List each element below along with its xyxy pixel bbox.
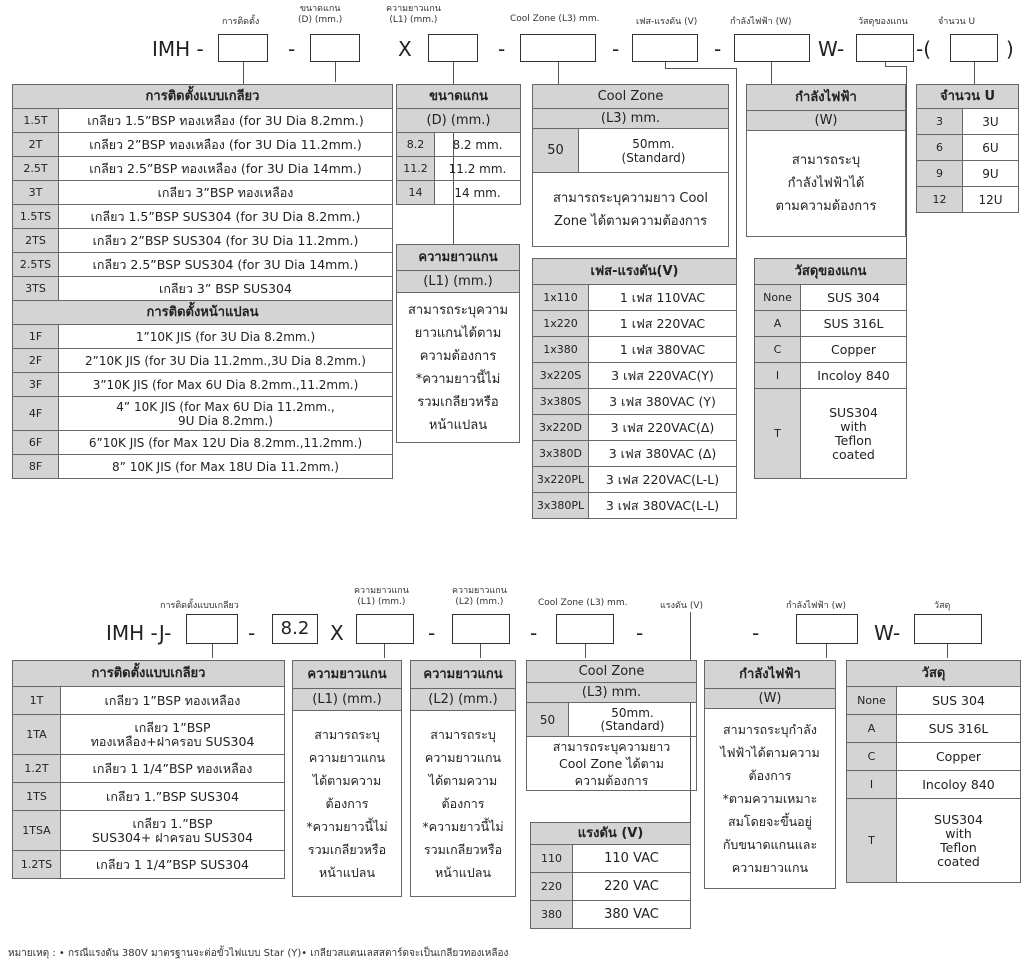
code-prefix: IMH - bbox=[152, 37, 204, 61]
connector-line bbox=[558, 62, 559, 84]
table-row bbox=[13, 157, 393, 181]
top-coolzone-table bbox=[532, 84, 729, 247]
row-code: A bbox=[755, 311, 801, 337]
table-row bbox=[13, 755, 285, 783]
row-description: SUS304 with Teflon coated bbox=[801, 389, 907, 479]
coolzone-code: 50 bbox=[533, 129, 579, 173]
label-coolzone: Cool Zone (L3) mm. bbox=[510, 14, 600, 24]
label-install: การติดตั้ง bbox=[222, 17, 260, 27]
table-subtitle: (L2) (mm.) bbox=[411, 689, 516, 711]
table-title: Cool Zone bbox=[527, 661, 697, 683]
voltage-code-box bbox=[632, 34, 698, 62]
table-subtitle: (W) bbox=[705, 689, 836, 709]
table-row bbox=[533, 467, 737, 493]
code-prefix: IMH -J- bbox=[106, 621, 172, 645]
table-title: กำลังไฟฟ้า bbox=[747, 85, 906, 111]
table-title: การติดตั้งแบบเกลียว bbox=[13, 661, 285, 687]
label-power: กำลังไฟฟ้า (w) bbox=[786, 601, 846, 611]
coolzone-code-box bbox=[556, 614, 614, 644]
table-row bbox=[533, 415, 737, 441]
table-title: การติดตั้งหน้าแปลน bbox=[13, 301, 393, 325]
length-l1-description: สามารถระบุ ความยาวแกน ได้ตามความ ต้องการ *ความยาวนี้ไม่ รวมเกลียวหรือ หน้าแปลน bbox=[293, 711, 402, 897]
row-description: 11.2 mm. bbox=[435, 157, 521, 181]
label-length: ความยาวแกน (L1) (mm.) bbox=[386, 4, 441, 25]
table-row bbox=[533, 389, 737, 415]
bottom-install-table bbox=[12, 660, 285, 879]
row-code: 2T bbox=[13, 133, 59, 157]
code-w: W- bbox=[818, 37, 845, 61]
table-title: วัสดุ bbox=[847, 661, 1021, 687]
row-description: 1”10K JIS (for 3U Dia 8.2mm.) bbox=[59, 325, 393, 349]
row-code: 1.5TS bbox=[13, 205, 59, 229]
row-description: Copper bbox=[897, 743, 1021, 771]
row-code: 3F bbox=[13, 373, 59, 397]
row-description: SUS 316L bbox=[801, 311, 907, 337]
table-row bbox=[533, 337, 737, 363]
table-row bbox=[13, 109, 393, 133]
bottom-power-table bbox=[704, 660, 836, 889]
table-row bbox=[13, 133, 393, 157]
row-code: C bbox=[847, 743, 897, 771]
row-code: 1x380 bbox=[533, 337, 589, 363]
coolzone-code-box bbox=[520, 34, 596, 62]
table-title: กำลังไฟฟ้า bbox=[705, 661, 836, 689]
table-row bbox=[917, 187, 1019, 213]
code-dash: - bbox=[530, 621, 538, 645]
table-row bbox=[755, 363, 907, 389]
row-code: 14 bbox=[397, 181, 435, 205]
table-row bbox=[533, 285, 737, 311]
table-row bbox=[13, 325, 393, 349]
table-row bbox=[755, 337, 907, 363]
connector-line bbox=[335, 62, 336, 82]
code-x: X bbox=[398, 37, 412, 61]
table-subtitle: (L3) mm. bbox=[527, 683, 697, 703]
table-row bbox=[533, 311, 737, 337]
row-description: เกลียว 3” BSP SUS304 bbox=[59, 277, 393, 301]
row-code: 12 bbox=[917, 187, 963, 213]
table-row bbox=[533, 441, 737, 467]
top-material-table bbox=[754, 258, 907, 479]
row-code: 6F bbox=[13, 431, 59, 455]
code-dash: - bbox=[612, 37, 620, 61]
power-code-box bbox=[796, 614, 858, 644]
code-x: X bbox=[330, 621, 344, 645]
row-description: 2”10K JIS (for 3U Dia 11.2mm.,3U Dia 8.2mm.) bbox=[59, 349, 393, 373]
table-row bbox=[847, 743, 1021, 771]
top-length-table bbox=[396, 244, 520, 443]
row-description: 6”10K JIS (for Max 12U Dia 8.2mm.,11.2mm.) bbox=[59, 431, 393, 455]
connector-line bbox=[665, 68, 737, 69]
row-code: 110 bbox=[531, 845, 573, 873]
install-code-box bbox=[186, 614, 238, 644]
top-power-table bbox=[746, 84, 906, 237]
table-title: เฟส-แรงดัน(V) bbox=[533, 259, 737, 285]
coolzone-standard: 50mm. (Standard) bbox=[579, 129, 729, 173]
row-code: None bbox=[755, 285, 801, 311]
row-description: 1 เฟส 110VAC bbox=[589, 285, 737, 311]
table-row bbox=[13, 811, 285, 851]
table-row bbox=[13, 205, 393, 229]
table-row bbox=[531, 901, 691, 929]
table-row bbox=[13, 783, 285, 811]
row-code: 3x380S bbox=[533, 389, 589, 415]
table-title: ความยาวแกน bbox=[293, 661, 402, 689]
row-description: 6U bbox=[963, 135, 1019, 161]
row-code: 380 bbox=[531, 901, 573, 929]
row-description: 8.2 mm. bbox=[435, 133, 521, 157]
table-subtitle: (L1) (mm.) bbox=[397, 271, 520, 293]
row-description: Incoloy 840 bbox=[801, 363, 907, 389]
row-code: 8.2 bbox=[397, 133, 435, 157]
row-description: 3 เฟส 380VAC (Y) bbox=[589, 389, 737, 415]
row-code: 8F bbox=[13, 455, 59, 479]
row-code: 1x220 bbox=[533, 311, 589, 337]
table-row bbox=[755, 285, 907, 311]
coolzone-description: สามารถระบุความยาว Cool Zone ได้ตามความต้องการ bbox=[533, 173, 729, 247]
install-code-box bbox=[218, 34, 268, 62]
table-row bbox=[847, 687, 1021, 715]
top-quantity-table bbox=[916, 84, 1019, 213]
row-description: เกลียว 1.5”BSP ทองเหลือง (for 3U Dia 8.2mm.) bbox=[59, 109, 393, 133]
row-code: 1.2T bbox=[13, 755, 61, 783]
table-row bbox=[13, 253, 393, 277]
row-code: 3x220D bbox=[533, 415, 589, 441]
bottom-material-table bbox=[846, 660, 1021, 883]
row-description: 110 VAC bbox=[573, 845, 691, 873]
row-code: 1x110 bbox=[533, 285, 589, 311]
row-code: 1TS bbox=[13, 783, 61, 811]
row-code: 3 bbox=[917, 109, 963, 135]
label-diameter: ขนาดแกน (D) (mm.) bbox=[298, 4, 343, 25]
row-description: เกลียว 2”BSP ทองเหลือง (for 3U Dia 11.2mm.) bbox=[59, 133, 393, 157]
length-l1-code-box bbox=[356, 614, 414, 644]
row-description: SUS 304 bbox=[897, 687, 1021, 715]
connector-line bbox=[480, 644, 481, 658]
power-description: สามารถระบุกำลัง ไฟฟ้าได้ตามความ ต้องการ *ตามความเหมาะ สมโดยจะขึ้นอยู่ กับขนาดแกนและ ความยาวแกน bbox=[705, 709, 836, 889]
table-row bbox=[531, 845, 691, 873]
row-code: 3x380PL bbox=[533, 493, 589, 519]
table-row bbox=[13, 431, 393, 455]
table-title: จำนวน U bbox=[917, 85, 1019, 109]
table-row bbox=[397, 157, 521, 181]
power-code-box bbox=[734, 34, 810, 62]
code-dash: - bbox=[428, 621, 436, 645]
connector-line bbox=[974, 62, 975, 84]
code-w: W- bbox=[874, 621, 901, 645]
material-code-box bbox=[856, 34, 914, 62]
row-description: เกลียว 1”BSP ทองเหลือง+ฝาครอบ SUS304 bbox=[61, 715, 285, 755]
connector-line bbox=[212, 644, 213, 658]
row-description: 3U bbox=[963, 109, 1019, 135]
row-code: I bbox=[847, 771, 897, 799]
row-description: 3 เฟส 220VAC(Δ) bbox=[589, 415, 737, 441]
row-code: 2F bbox=[13, 349, 59, 373]
table-row bbox=[397, 133, 521, 157]
power-description: สามารถระบุ กำลังไฟฟ้าได้ ตามความต้องการ bbox=[747, 131, 906, 237]
bottom-length-l1-table bbox=[292, 660, 402, 897]
connector-line bbox=[826, 644, 827, 658]
table-row bbox=[533, 493, 737, 519]
table-row bbox=[13, 715, 285, 755]
row-description: เกลียว 1 1/4”BSP ทองเหลือง bbox=[61, 755, 285, 783]
label-install: การติดตั้งแบบเกลียว bbox=[160, 601, 239, 611]
row-code: A bbox=[847, 715, 897, 743]
row-description: 3 เฟส 220VAC(Y) bbox=[589, 363, 737, 389]
code-dash: - bbox=[248, 621, 256, 645]
table-title: แรงดัน (V) bbox=[531, 823, 691, 845]
label-material: วัสดุ bbox=[934, 601, 951, 611]
row-code: T bbox=[847, 799, 897, 883]
quantity-code-box bbox=[950, 34, 998, 62]
length-l2-code-box bbox=[452, 614, 510, 644]
row-code: 9 bbox=[917, 161, 963, 187]
row-code: 1TSA bbox=[13, 811, 61, 851]
row-code: 3TS bbox=[13, 277, 59, 301]
code-dash: - bbox=[498, 37, 506, 61]
row-code: 4F bbox=[13, 397, 59, 431]
row-code: I bbox=[755, 363, 801, 389]
row-description: 3 เฟส 380VAC (Δ) bbox=[589, 441, 737, 467]
row-code: 6 bbox=[917, 135, 963, 161]
row-description: SUS 316L bbox=[897, 715, 1021, 743]
row-description: เกลียว 1”BSP ทองเหลือง bbox=[61, 687, 285, 715]
row-description: เกลียว 2”BSP SUS304 (for 3U Dia 11.2mm.) bbox=[59, 229, 393, 253]
table-row bbox=[847, 799, 1021, 883]
code-paren-close: ) bbox=[1006, 37, 1014, 61]
code-paren-open: -( bbox=[916, 37, 932, 61]
table-row bbox=[531, 873, 691, 901]
row-description: 220 VAC bbox=[573, 873, 691, 901]
row-code: 3x380D bbox=[533, 441, 589, 467]
table-row bbox=[917, 161, 1019, 187]
row-description: 3 เฟส 380VAC(L-L) bbox=[589, 493, 737, 519]
table-row bbox=[847, 715, 1021, 743]
connector-line bbox=[906, 66, 907, 258]
table-title: วัสดุของแกน bbox=[755, 259, 907, 285]
row-description: เกลียว 3”BSP ทองเหลือง bbox=[59, 181, 393, 205]
table-row bbox=[917, 135, 1019, 161]
table-title: Cool Zone bbox=[533, 85, 729, 109]
bottom-length-l2-table bbox=[410, 660, 516, 897]
code-dash: - bbox=[288, 37, 296, 61]
code-dash: - bbox=[714, 37, 722, 61]
top-install-table bbox=[12, 84, 393, 479]
table-row bbox=[755, 311, 907, 337]
row-description: Copper bbox=[801, 337, 907, 363]
diameter-code-box bbox=[310, 34, 360, 62]
row-code: 1T bbox=[13, 687, 61, 715]
row-code: 1.2TS bbox=[13, 851, 61, 879]
connector-line bbox=[243, 62, 244, 84]
top-voltage-table bbox=[532, 258, 737, 519]
row-description: เกลียว 1 1/4”BSP SUS304 bbox=[61, 851, 285, 879]
code-dash: - bbox=[636, 621, 644, 645]
table-subtitle: (D) (mm.) bbox=[397, 109, 521, 133]
bottom-coolzone-table bbox=[526, 660, 697, 791]
label-quantity: จำนวน U bbox=[938, 17, 976, 27]
table-row bbox=[917, 109, 1019, 135]
row-description: เกลียว 2.5”BSP SUS304 (for 3U Dia 14mm.) bbox=[59, 253, 393, 277]
label-length-l2: ความยาวแกน (L2) (mm.) bbox=[452, 586, 507, 607]
connector-line bbox=[585, 644, 586, 658]
connector-line bbox=[947, 644, 948, 658]
table-row bbox=[13, 397, 393, 431]
row-description: 380 VAC bbox=[573, 901, 691, 929]
length-code-box bbox=[428, 34, 478, 62]
row-code: 1F bbox=[13, 325, 59, 349]
connector-line bbox=[771, 62, 772, 84]
material-code-box bbox=[914, 614, 982, 644]
table-subtitle: (L1) (mm.) bbox=[293, 689, 402, 711]
label-voltage: แรงดัน (V) bbox=[660, 601, 704, 611]
coolzone-standard: 50mm. (Standard) bbox=[569, 703, 697, 737]
table-subtitle: (W) bbox=[747, 111, 906, 131]
row-code: 2.5T bbox=[13, 157, 59, 181]
table-title: การติดตั้งแบบเกลียว bbox=[13, 85, 393, 109]
row-code: None bbox=[847, 687, 897, 715]
table-subtitle: (L3) mm. bbox=[533, 109, 729, 129]
row-code: 2TS bbox=[13, 229, 59, 253]
table-row bbox=[13, 687, 285, 715]
connector-line bbox=[736, 68, 737, 258]
row-description: เกลียว 1.”BSP SUS304 bbox=[61, 783, 285, 811]
label-coolzone: Cool Zone (L3) mm. bbox=[538, 598, 628, 608]
table-row bbox=[533, 363, 737, 389]
table-row bbox=[13, 373, 393, 397]
row-description: Incoloy 840 bbox=[897, 771, 1021, 799]
row-code: T bbox=[755, 389, 801, 479]
top-diameter-table bbox=[396, 84, 521, 205]
row-description: 8” 10K JIS (for Max 18U Dia 11.2mm.) bbox=[59, 455, 393, 479]
label-material: วัสดุของแกน bbox=[858, 17, 908, 27]
coolzone-description: สามารถระบุความยาว Cool Zone ได้ตาม ความต้องการ bbox=[527, 737, 697, 791]
row-code: C bbox=[755, 337, 801, 363]
row-code: 2.5TS bbox=[13, 253, 59, 277]
table-row bbox=[847, 771, 1021, 799]
row-description: 1 เฟส 380VAC bbox=[589, 337, 737, 363]
row-code: 1.5T bbox=[13, 109, 59, 133]
code-dash: - bbox=[752, 621, 760, 645]
table-row bbox=[13, 181, 393, 205]
label-power: กำลังไฟฟ้า (W) bbox=[730, 17, 792, 27]
table-row bbox=[13, 349, 393, 373]
row-description: SUS304 with Teflon coated bbox=[897, 799, 1021, 883]
table-title: ความยาวแกน bbox=[411, 661, 516, 689]
row-description: 12U bbox=[963, 187, 1019, 213]
row-code: 11.2 bbox=[397, 157, 435, 181]
row-code: 3x220PL bbox=[533, 467, 589, 493]
row-description: เกลียว 2.5”BSP ทองเหลือง (for 3U Dia 14mm.) bbox=[59, 157, 393, 181]
length-description: สามารถระบุความ ยาวแกนได้ตาม ความต้องการ *ความยาวนี้ไม่ รวมเกลียวหรือ หน้าแปลน bbox=[397, 293, 520, 443]
table-row bbox=[13, 229, 393, 253]
row-description: 4” 10K JIS (for Max 6U Dia 11.2mm., 9U Dia 8.2mm.) bbox=[59, 397, 393, 431]
row-description: เกลียว 1.”BSP SUS304+ ฝาครอบ SUS304 bbox=[61, 811, 285, 851]
row-code: 3T bbox=[13, 181, 59, 205]
length-l2-description: สามารถระบุ ความยาวแกน ได้ตามความ ต้องการ *ความยาวนี้ไม่ รวมเกลียวหรือ หน้าแปลน bbox=[411, 711, 516, 897]
row-description: 14 mm. bbox=[435, 181, 521, 205]
diameter-fixed-box: 8.2 bbox=[272, 614, 318, 644]
row-code: 3x220S bbox=[533, 363, 589, 389]
row-description: เกลียว 1.5”BSP SUS304 (for 3U Dia 8.2mm.) bbox=[59, 205, 393, 229]
row-description: 3 เฟส 220VAC(L-L) bbox=[589, 467, 737, 493]
coolzone-code: 50 bbox=[527, 703, 569, 737]
connector-line bbox=[885, 66, 907, 67]
row-description: 3”10K JIS (for Max 6U Dia 8.2mm.,11.2mm.) bbox=[59, 373, 393, 397]
table-title: ความยาวแกน bbox=[397, 245, 520, 271]
table-row bbox=[13, 455, 393, 479]
table-row bbox=[397, 181, 521, 205]
footnote: หมายเหตุ : • กรณีแรงดัน 380V มาตรฐานจะต่อขั้วไฟแบบ Star (Y)• เกลียวสแตนเลสสตาร์ดจะเป็นเกลียวทองเหลือง bbox=[8, 948, 509, 959]
row-description: SUS 304 bbox=[801, 285, 907, 311]
label-length-l1: ความยาวแกน (L1) (mm.) bbox=[354, 586, 409, 607]
bottom-voltage-table bbox=[530, 822, 691, 929]
label-voltage: เฟส-แรงดัน (V) bbox=[636, 17, 698, 27]
table-title: ขนาดแกน bbox=[397, 85, 521, 109]
table-row bbox=[755, 389, 907, 479]
row-code: 220 bbox=[531, 873, 573, 901]
connector-line bbox=[384, 644, 385, 658]
table-row bbox=[13, 277, 393, 301]
row-code: 1TA bbox=[13, 715, 61, 755]
table-row bbox=[13, 851, 285, 879]
row-description: 9U bbox=[963, 161, 1019, 187]
row-description: 1 เฟส 220VAC bbox=[589, 311, 737, 337]
